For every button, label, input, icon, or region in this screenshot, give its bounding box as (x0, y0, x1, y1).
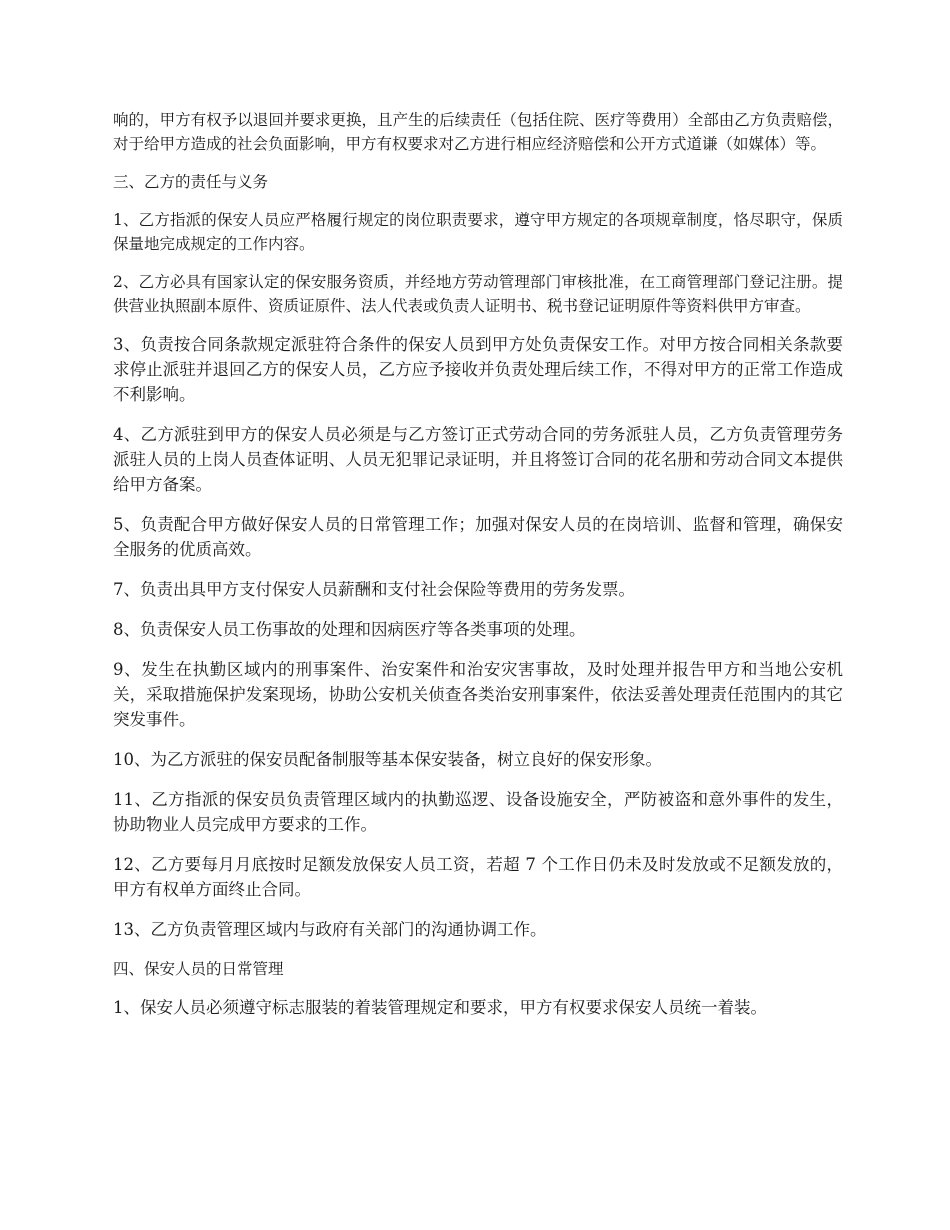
paragraph-item-2: 2、乙方必具有国家认定的保安服务资质，并经地方劳动管理部门审核批准，在工商管理部门登记注册。提供营业执照副本原件、资质证原件、法人代表或负责人证明书、税书登记证明原件等资料供甲方审查。 (113, 273, 843, 315)
paragraph-daily-1: 1、保安人员必须遵守标志服装的着装管理规定和要求，甲方有权要求保安人员统一着装。 (113, 998, 767, 1017)
section-heading-4: 四、保安人员的日常管理 (113, 960, 284, 978)
paragraph-item-4: 4、乙方派驻到甲方的保安人员必须是与乙方签订正式劳动合同的劳务派驻人员，乙方负责管理劳务派驻人员的上岗人员查体证明、人员无犯罪记录证明，并且将签订合同的花名册和劳动合同文本提供给甲方备案。 (113, 425, 843, 494)
paragraph-item-9: 9、发生在执勤区域内的刑事案件、治安案件和治安灾害事故，及时处理并报告甲方和当地公安机关，采取措施保护发案现场，协助公安机关侦查各类治安刑事案件，依法妥善处理责任范围内的其它突发事件。 (113, 660, 843, 729)
paragraph-item-5: 5、负责配合甲方做好保安人员的日常管理工作；加强对保安人员的在岗培训、监督和管理，确保安全服务的优质高效。 (113, 515, 843, 559)
paragraph-item-1: 1、乙方指派的保安人员应严格履行规定的岗位职责要求，遵守甲方规定的各项规章制度，恪尽职守，保质保量地完成规定的工作内容。 (113, 211, 843, 253)
paragraph-item-8: 8、负责保安人员工伤事故的处理和因病医疗等各类事项的处理。 (113, 620, 586, 639)
paragraph-item-12: 12、乙方要每月月底按时足额发放保安人员工资，若超 7 个工作日仍未及时发放或不足额发放的，甲方有权单方面终止合同。 (113, 855, 843, 899)
paragraph-item-10: 10、为乙方派驻的保安员配备制服等基本保安装备，树立良好的保安形象。 (113, 750, 662, 769)
paragraph-item-11: 11、乙方指派的保安员负责管理区域内的执勤巡逻、设备设施安全，严防被盗和意外事件的发生，协助物业人员完成甲方要求的工作。 (113, 790, 843, 834)
document-page (113, 108, 843, 1035)
paragraph-item-7: 7、负责出具甲方支付保安人员薪酬和支付社会保险等费用的劳务发票。 (113, 580, 635, 599)
paragraph-item-3: 3、负责按合同条款规定派驻符合条件的保安人员到甲方处负责保安工作。对甲方按合同相关条款要求停止派驻并退回乙方的保安人员，乙方应予接收并负责处理后续工作，不得对甲方的正常工作造成不利影响。 (113, 335, 843, 404)
paragraph-intro: 响的，甲方有权予以退回并要求更换，且产生的后续责任（包括住院、医疗等费用）全部由乙方负责赔偿，对于给甲方造成的社会负面影响，甲方有权要求对乙方进行相应经济赔偿和公开方式道谦（如媒体）等。 (113, 111, 843, 153)
paragraph-item-13: 13、乙方负责管理区域内与政府有关部门的沟通协调工作。 (113, 920, 547, 939)
section-heading-3: 三、乙方的责任与义务 (113, 173, 269, 191)
